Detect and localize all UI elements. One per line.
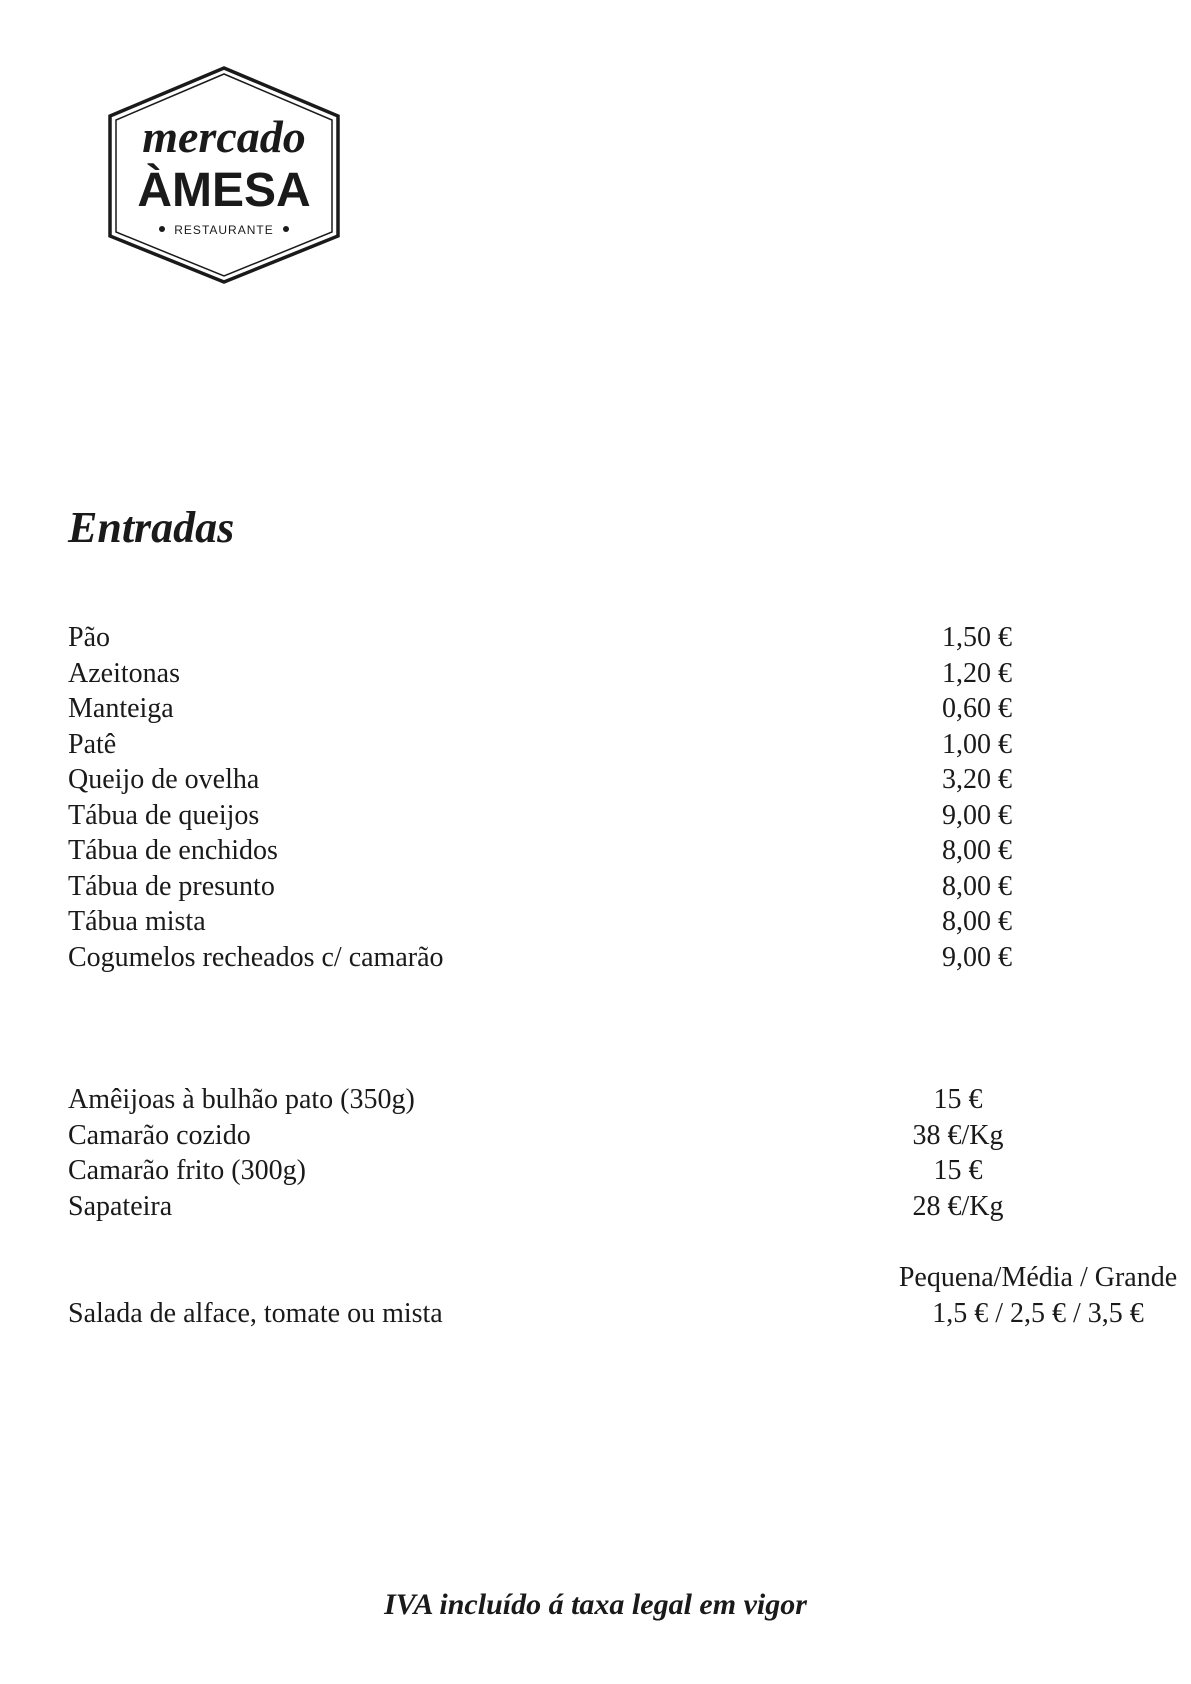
item-price: 28 €/Kg: [912, 1190, 1004, 1222]
item-price: 1,50 €: [942, 622, 1012, 653]
item-price: 0,60 €: [942, 693, 1012, 724]
logo-hexagon: [104, 64, 344, 286]
item-price: 3,20 €: [942, 764, 1012, 795]
item-name: Tábua de enchidos: [68, 835, 278, 866]
tax-note: IVA incluído á taxa legal em vigor: [384, 1588, 807, 1621]
menu-item: [68, 1153, 1128, 1189]
item-name: Tábua de queijos: [68, 799, 260, 831]
item-name: Amêijoas à bulhão pato (350g): [68, 1084, 415, 1115]
logo-main-text: ÀMESA: [137, 164, 311, 217]
item-name: Patê: [68, 728, 117, 760]
item-name: Tábua de presunto: [68, 870, 275, 902]
item-price: 8,00 €: [942, 835, 1012, 866]
item-price: 1,00 €: [942, 728, 1012, 760]
item-name: Camarão cozido: [68, 1119, 251, 1151]
item-name: Queijo de ovelha: [68, 764, 260, 795]
item-price: 1,5 € / 2,5 € / 3,5 €: [932, 1297, 1144, 1329]
menu-list-entradas: [68, 620, 1128, 975]
menu-item: [68, 1082, 1128, 1118]
item-name: Azeitonas: [68, 657, 180, 689]
item-price: 38 €/Kg: [912, 1119, 1004, 1151]
logo-sub-text: RESTAURANTE: [174, 223, 274, 237]
salad-item: [68, 1260, 1178, 1340]
menu-item: [68, 762, 1128, 798]
item-name: Sapateira: [68, 1190, 173, 1222]
menu-item: [68, 691, 1128, 727]
item-name: Tábua mista: [68, 906, 206, 937]
item-name: Camarão frito (300g): [68, 1155, 306, 1186]
item-price: 9,00 €: [942, 941, 1012, 973]
logo-script-text: mercado: [142, 111, 306, 162]
restaurant-logo: [104, 64, 344, 286]
menu-list-seafood: [68, 1082, 1128, 1224]
menu-item: [68, 620, 1128, 656]
item-name: Manteiga: [68, 693, 174, 724]
menu-item: [68, 869, 1128, 905]
item-name: Cogumelos recheados c/ camarão: [68, 941, 444, 973]
menu-item: [68, 833, 1128, 869]
item-price: 9,00 €: [942, 799, 1012, 831]
item-price: 8,00 €: [942, 906, 1012, 937]
item-price: 8,00 €: [942, 870, 1012, 902]
item-name: Salada de alface, tomate ou mista: [68, 1297, 443, 1329]
item-price: 15 €: [933, 1084, 983, 1115]
menu-item: [68, 1189, 1128, 1225]
item-name: Pão: [68, 622, 110, 653]
item-price: 15 €: [933, 1155, 983, 1186]
menu-item: [68, 798, 1128, 834]
section-title: Entradas: [68, 503, 235, 552]
item-price: 1,20 €: [942, 657, 1012, 689]
menu-item: [68, 904, 1128, 940]
menu-item: [68, 940, 1128, 976]
menu-item: [68, 727, 1128, 763]
menu-item: [68, 1118, 1128, 1154]
salad-sizes-header: Pequena/Média / Grande: [898, 1262, 1178, 1293]
menu-item: [68, 656, 1128, 692]
